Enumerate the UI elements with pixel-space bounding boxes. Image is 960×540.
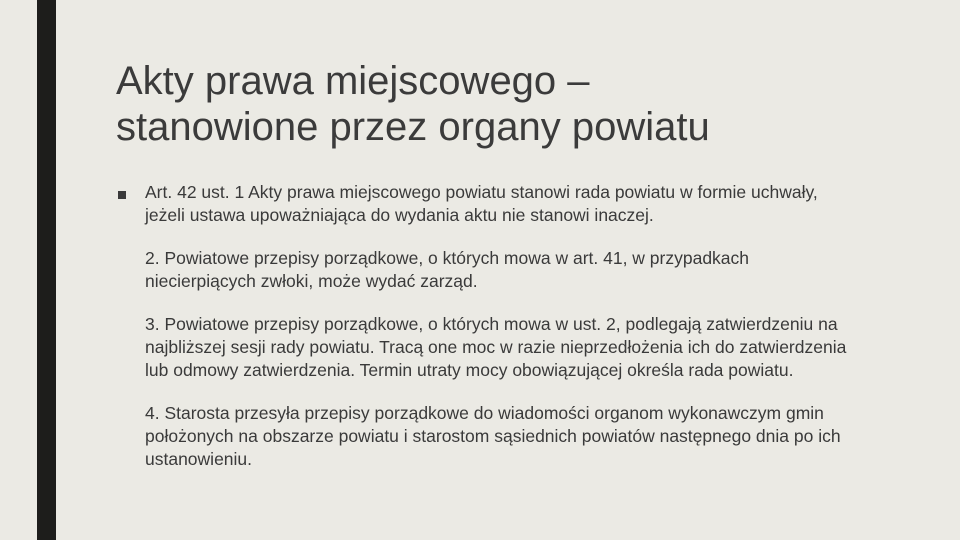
slide-title-line-1: Akty prawa miejscowego – <box>116 59 590 103</box>
bullet-item <box>116 181 856 471</box>
paragraph-ust-2: 2. Powiatowe przepisy porządkowe, o których mowa w art. 41, w przypadkach niecierpiących zwłoki, może wydać zarząd. <box>145 248 750 291</box>
paragraph-ust-3: 3. Powiatowe przepisy porządkowe, o których mowa w ust. 2, podlegają zatwierdzeniu na najbliższej sesji rady powiatu. Tracą one moc w razie nieprzedłożenia ich do zatwierdzenia lub odmowy zatwierdzenia. Termin utraty mocy obowiązującej określa rada powiatu. <box>145 314 847 380</box>
paragraph-ust-4: 4. Starosta przesyła przepisy porządkowe do wiadomości organom wykonawczym gmin położonych na obszarze powiatu i starostom sąsiednich powiatów następnego dnia po ich ustanowieniu. <box>145 403 841 469</box>
accent-bar <box>37 0 56 540</box>
slide-title <box>116 58 896 150</box>
slide-title-line-2: stanowione przez organy powiatu <box>116 105 710 149</box>
square-bullet-icon <box>118 191 126 199</box>
paragraph-art-42-ust-1: Art. 42 ust. 1 Akty prawa miejscowego powiatu stanowi rada powiatu w formie uchwały, jeżeli ustawa upoważniająca do wydania aktu nie stanowi inaczej. <box>145 182 818 225</box>
slide-body <box>116 181 856 491</box>
